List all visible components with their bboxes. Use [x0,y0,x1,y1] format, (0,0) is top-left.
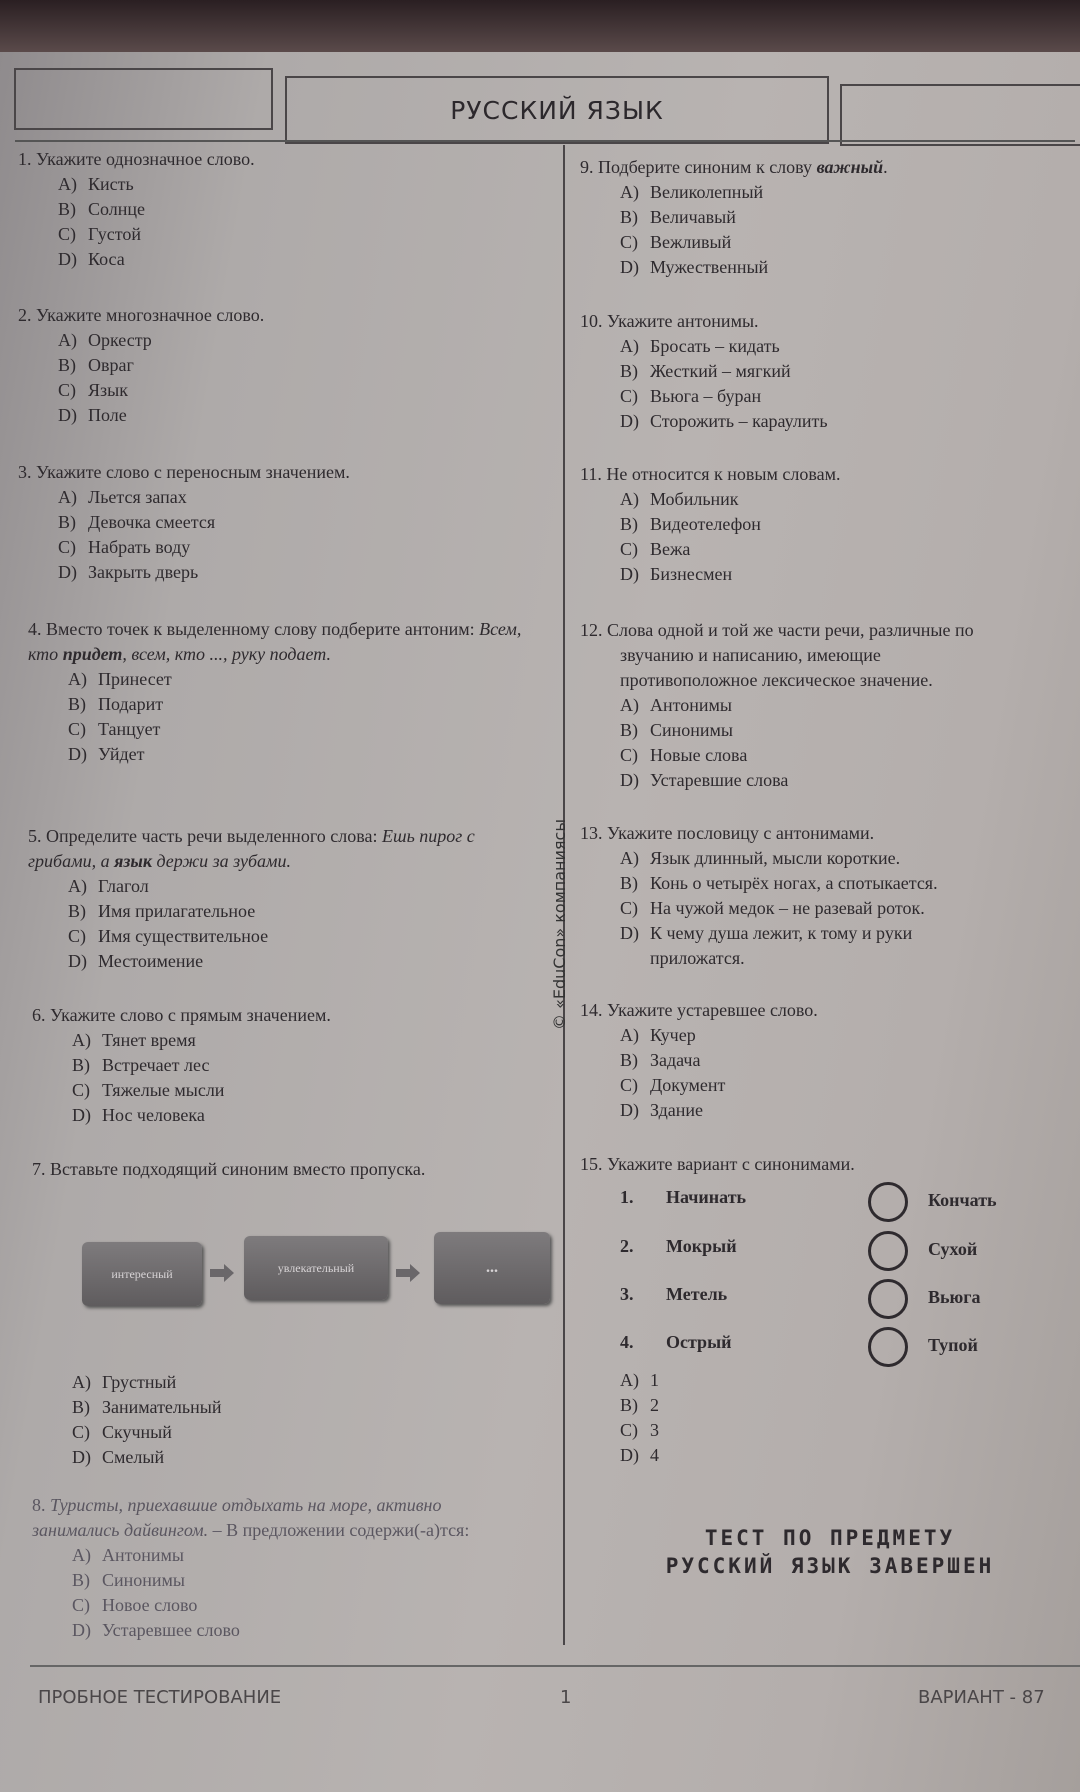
option-d[interactable]: D) Мужественный [620,257,769,277]
option-b[interactable]: B) 2 [620,1395,659,1415]
option-a[interactable]: A) Оркестр [58,330,152,350]
header-rule [15,140,1075,142]
option-c[interactable]: C) Скучный [72,1422,172,1442]
match-row-4-left: Острый [666,1332,732,1352]
question-15 [580,1152,855,1177]
question-text: Укажите однозначное слово. [36,149,255,169]
question-text: Слова одной и той же части речи, различные по [607,620,974,640]
match-row-4-right: Тупой [928,1335,978,1355]
question-text: Укажите слово с прямым значением. [50,1005,331,1025]
option-b[interactable]: B) Овраг [58,355,134,375]
question-number: 15. [580,1154,603,1174]
question-6 [32,1003,331,1128]
question-2 [18,303,264,428]
synonym-chip-1: интересный [82,1242,202,1306]
option-a[interactable]: A) Великолепный [620,182,764,202]
option-a[interactable]: A) Бросать – кидать [620,336,780,356]
option-a[interactable]: A) 1 [620,1370,659,1390]
option-d[interactable]: D) Местоимение [68,951,204,971]
option-a[interactable]: A) Грустный [72,1372,177,1392]
option-a[interactable]: A) Антонимы [72,1545,185,1565]
option-c[interactable]: C) Набрать воду [58,537,191,557]
match-row-1-left: Начинать [666,1187,747,1207]
synonym-chip-blank: ... [434,1232,550,1304]
option-b[interactable]: B) Конь о четырёх ногах, а спотыкается. [620,873,938,893]
match-row-1-number: 1. [620,1187,634,1207]
question-text: Определите часть речи выделенного слова: [46,826,378,846]
question-text: Укажите вариант с синонимами. [607,1154,855,1174]
question-text: Укажите слово с переносным значением. [36,462,350,482]
option-c[interactable]: C) Тяжелые мысли [72,1080,225,1100]
question-12: 12. Слова одной и той же части речи, различные по звучанию и написанию, имеющие противоположное лексическое значение. A) Антонимы B) Синонимы C) Новые слова D) Устаревшие слова [580,618,1070,793]
footer-rule [30,1665,1080,1667]
option-d[interactable]: D) Бизнесмен [620,564,733,584]
option-c[interactable]: C) На чужой медок – не разевай роток. [620,898,925,918]
page-number: 1 [560,1687,572,1708]
option-d[interactable]: D) Устаревшее слово [72,1620,240,1640]
question-10 [580,309,828,434]
question-5: 5. Определите часть речи выделенного слова: Ешь пирог с грибами, а язык держи за зубами. A) Глагол B) Имя прилагательное C) Имя существительное D) Местоимение [28,824,538,974]
question-text: Вставьте подходящий синоним вместо пропуска. [50,1159,426,1179]
option-c[interactable]: C) Новые слова [620,745,748,765]
question-text: Не относится к новым словам. [606,464,841,484]
option-b[interactable]: B) Встречает лес [72,1055,210,1075]
option-c[interactable]: C) Танцует [68,719,161,739]
option-d[interactable]: D) Коса [58,249,125,269]
question-11 [580,462,841,587]
footer-label: ПРОБНОЕ ТЕСТИРОВАНИЕ [38,1687,282,1708]
question-number: 13. [580,823,603,843]
option-d[interactable]: D) Закрыть дверь [58,562,199,582]
option-b[interactable]: B) Подарит [68,694,164,714]
background-edge [0,0,1080,52]
option-a[interactable]: A) Принесет [68,669,172,689]
match-row-3-right: Вьюга [928,1287,981,1307]
option-d[interactable]: D) К чему душа лежит, к тому и руки [620,923,913,943]
option-a[interactable]: A) Кучер [620,1025,696,1045]
match-row-3-number: 3. [620,1284,634,1304]
match-row-2-right: Сухой [928,1239,978,1259]
option-c[interactable]: C) Новое слово [72,1595,198,1615]
question-7 [32,1157,425,1182]
header-box-right [840,84,1080,146]
option-d[interactable]: D) Здание [620,1100,703,1120]
option-b[interactable]: B) Величавый [620,207,736,227]
match-row-1-right: Кончать [928,1190,997,1210]
watermark: © «EduCon» компаниясы [550,819,569,1030]
question-number: 1. [18,149,32,169]
question-number: 12. [580,620,603,640]
match-circle-1[interactable] [868,1182,908,1222]
option-c[interactable]: C) Густой [58,224,141,244]
question-9: 9. Подберите синоним к слову важный. A) Великолепный B) Величавый C) Вежливый D) Мужественный [580,155,888,280]
option-d[interactable]: D) Смелый [72,1447,165,1467]
match-row-2-left: Мокрый [666,1236,737,1256]
synonym-chip-2: увлекательный [244,1236,388,1300]
arrow-right-icon [396,1264,420,1282]
match-row-2-number: 2. [620,1236,634,1256]
option-c[interactable]: C) Документ [620,1075,726,1095]
option-b[interactable]: B) Девочка смеется [58,512,216,532]
option-a[interactable]: A) Язык длинный, мысли короткие. [620,848,901,868]
question-4: 4. Вместо точек к выделенному слову подберите антоним: Всем, кто придет, всем, кто ..., руку подает. A) Принесет B) Подарит C) Танцует D) Уйдет [28,617,528,767]
match-circle-4[interactable] [868,1327,908,1367]
option-c[interactable]: C) 3 [620,1420,659,1440]
match-circle-2[interactable] [868,1231,908,1271]
match-circle-3[interactable] [868,1279,908,1319]
option-b[interactable]: B) Синонимы [72,1570,186,1590]
option-d[interactable]: D) Поле [58,405,127,425]
question-number: 9. [580,157,594,177]
question-text: Укажите устаревшее слово. [607,1000,818,1020]
question-text: Укажите многозначное слово. [36,305,265,325]
question-number: 4. [28,619,42,639]
question-3 [18,460,350,585]
question-7-options [32,1370,221,1470]
question-1 [18,147,255,272]
option-b[interactable]: B) Видеотелефон [620,514,761,534]
option-b[interactable]: B) Имя прилагательное [68,901,256,921]
question-number: 2. [18,305,32,325]
question-number: 3. [18,462,32,482]
match-row-3-left: Метель [666,1284,728,1304]
question-14 [580,998,818,1123]
option-b[interactable]: B) Задача [620,1050,701,1070]
question-text: Укажите пословицу с антонимами. [607,823,875,843]
option-b[interactable]: B) Синонимы [620,720,734,740]
question-number: 6. [32,1005,46,1025]
question-13: 13. Укажите пословицу с антонимами. A) Язык длинный, мысли короткие. B) Конь о четырёх ногах, а спотыкается. C) На чужой медок – не разевай роток. D) К чему душа лежит, к тому и руки приложатся. [580,823,938,968]
question-number: 14. [580,1000,603,1020]
option-c[interactable]: C) Вежливый [620,232,732,252]
arrow-right-icon [210,1264,234,1282]
option-b[interactable]: B) Занимательный [72,1397,222,1417]
option-c[interactable]: C) Вежа [620,539,691,559]
option-d[interactable]: D) Устаревшие слова [620,770,789,790]
question-text: Укажите антонимы. [607,311,759,331]
option-a[interactable]: A) Глагол [68,876,149,896]
question-text: Вместо точек к выделенному слову подберите антоним: [46,619,475,639]
question-text: Подберите синоним к слову [598,157,817,177]
question-number: 7. [32,1159,46,1179]
match-row-4-number: 4. [620,1332,634,1352]
option-c[interactable]: C) Имя существительное [68,926,269,946]
question-8: 8. Туристы, приехавшие отдыхать на море, активно занимались дайвингом. – В предложении содержи(-а)тся: A) Антонимы B) Синонимы C) Новое слово D) Устаревшее слово [32,1493,512,1643]
option-a[interactable]: A) Тянет время [72,1030,196,1050]
question-number: 5. [28,826,42,846]
page-title: РУССКИЙ ЯЗЫК [285,76,829,144]
header-box-left [14,68,273,130]
question-text: Туристы, приехавшие отдыхать на море, активно занимались дайвингом. [32,1495,442,1540]
watermark-container [550,785,574,1030]
option-d[interactable]: D) Нос человека [72,1105,205,1125]
question-number: 10. [580,311,603,331]
option-c[interactable]: C) Вьюга – буран [620,386,762,406]
option-d[interactable]: D) 4 [620,1445,659,1465]
question-15-options [580,1368,659,1468]
option-b[interactable]: B) Жесткий – мягкий [620,361,791,381]
option-a[interactable]: A) Кисть [58,174,134,194]
test-end-line-1: ТЕСТ ПО ПРЕДМЕТУ [704,1526,956,1550]
question-number: 8. [32,1495,46,1515]
option-d[interactable]: D) Сторожить – караулить [620,411,828,431]
option-d[interactable]: D) Уйдет [68,744,145,764]
test-end-line-2: РУССКИЙ ЯЗЫК ЗАВЕРШЕН [665,1554,995,1578]
question-number: 11. [580,464,602,484]
variant-label: ВАРИАНТ - 87 [918,1687,1045,1708]
option-b[interactable]: B) Солнце [58,199,146,219]
option-a[interactable]: A) Льется запах [58,487,187,507]
option-c[interactable]: C) Язык [58,380,128,400]
option-a[interactable]: A) Мобильник [620,489,739,509]
option-a[interactable]: A) Антонимы [620,695,733,715]
